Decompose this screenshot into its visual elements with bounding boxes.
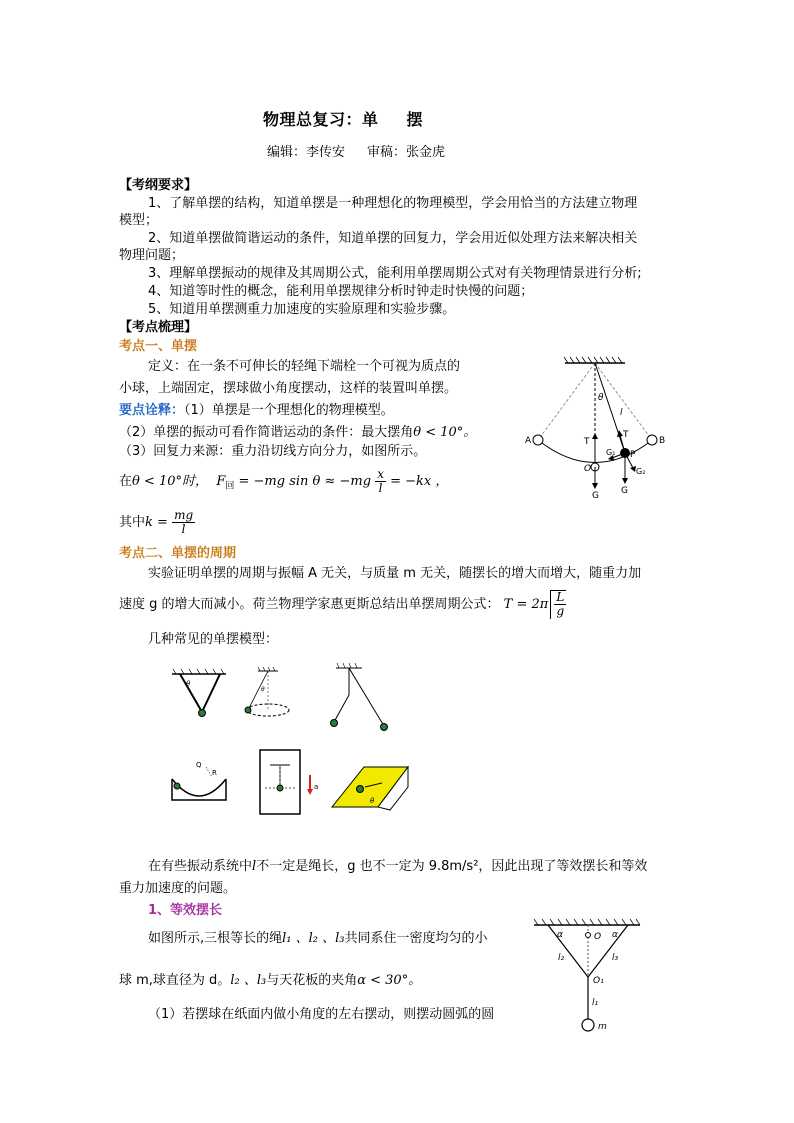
svg-text:θ: θ — [261, 686, 265, 693]
model-conical-pendulum — [240, 665, 295, 725]
restoring-force-formula: 在θ < 10°时， $F_回 = -mg$ sin θ ≈ −mg $\frac{x}{l}$ = −kx ， — [119, 467, 449, 495]
svg-text:α: α — [612, 930, 618, 940]
sub1-line1: 如图所示,三根等长的绳l₁ 、l₂ 、l₃共同系住一密度均匀的小 — [148, 931, 488, 946]
req-item-3: 3、理解单摆振动的规律及其周期公式，能利用单摆周期公式对有关物理情景进行分析; — [148, 266, 642, 281]
svg-text:θ: θ — [598, 393, 604, 403]
req-item-2: 2、知道单摆做简谐运动的条件，知道单摆的回复力，学会用近似处理方法来解决相关 — [148, 231, 638, 246]
sub1-question1: （1）若摆球在纸面内做小角度的左右摆动，则摆动圆弧的圆 — [148, 1007, 495, 1022]
model-compound-pendulum — [322, 660, 392, 735]
svg-text:O: O — [594, 932, 602, 942]
svg-text:G₂: G₂ — [636, 467, 646, 476]
svg-text:G₁: G₁ — [606, 448, 616, 457]
k-formula: 其中k = $\frac{mg}{l}$ — [119, 508, 194, 536]
key-label: 要点诠释： — [119, 403, 185, 418]
pendulum-diagram — [520, 355, 680, 500]
svg-text:l₁: l₁ — [592, 998, 599, 1008]
req-item-5: 5、知道用单摆测重力加速度的实验原理和实验步骤。 — [148, 302, 456, 317]
key-point-2: （2）单摆的振动可看作简谐运动的条件：最大摆角θ < 10°。 — [119, 425, 477, 440]
svg-text:l₂: l₂ — [558, 953, 565, 963]
point2-title: 考点二、单摆的周期 — [119, 546, 237, 561]
reviewer: 审稿：张金虎 — [367, 145, 446, 160]
svg-text:P: P — [630, 450, 636, 460]
key-point-1: 要点诠释：（1）单摆是一个理想化的物理模型。 — [119, 403, 394, 418]
period-line2: 速度 g 的增大而减小。荷兰物理学家惠更斯总结出单摆周期公式： T = 2π $\frac{L}{g}$ — [119, 590, 565, 618]
svg-text:A: A — [525, 436, 532, 446]
svg-text:G: G — [621, 486, 628, 496]
svg-text:R: R — [212, 769, 217, 777]
svg-text:T: T — [584, 437, 590, 447]
review-header: 【考点梳理】 — [119, 320, 198, 335]
svg-text:O: O — [584, 464, 592, 474]
sub1-title: 1、等效摆长 — [148, 903, 223, 918]
model-v-pendulum — [168, 668, 228, 723]
three-string-diagram — [528, 915, 648, 1040]
definition-line2: 小球，上端固定，摆球做小角度摆动，这样的装置叫单摆。 — [119, 381, 458, 396]
svg-text:θ: θ — [370, 797, 375, 805]
svg-text:a: a — [314, 783, 319, 791]
svg-text:G: G — [592, 491, 599, 500]
svg-text:O₁: O₁ — [593, 976, 604, 986]
authors — [267, 141, 445, 160]
editor: 编辑：李传安 — [267, 145, 346, 160]
req-item-1: 1、了解单摆的结构，知道单摆是一种理想化的物理模型，学会用恰当的方法建立物理 — [148, 196, 638, 211]
requirements-header: 【考纲要求】 — [119, 178, 198, 193]
svg-text:m: m — [598, 1022, 607, 1032]
period-line1: 实验证明单摆的周期与振幅 A 无关，与质量 m 无关，随摆长的增大而增大，随重力加 — [148, 566, 642, 581]
svg-text:Q: Q — [196, 761, 202, 769]
point1-title: 考点一、单摆 — [119, 339, 198, 354]
definition-line1: 定义：在一条不可伸长的轻绳下端栓一个可视为质点的 — [148, 359, 461, 374]
model-accelerating-box — [257, 747, 323, 819]
svg-text:l₃: l₃ — [612, 953, 619, 963]
svg-text:α: α — [557, 930, 563, 940]
page-title: 物理总复习：单 摆 — [263, 110, 424, 129]
svg-text:l: l — [620, 408, 623, 418]
req-item-1-cont: 模型； — [119, 213, 159, 228]
sub1-line2: 球 m,球直径为 d。l₂ 、l₃与天花板的夹角α < 30°。 — [119, 973, 422, 988]
models-intro: 几种常见的单摆模型： — [148, 632, 279, 647]
model-bowl — [168, 755, 230, 805]
svg-text:T: T — [623, 430, 629, 440]
equiv-line2: 重力加速度的问题。 — [119, 881, 237, 896]
req-item-4: 4、知道等时性的概念，能利用单摆规律分析时钟走时快慢的问题； — [148, 284, 534, 299]
equiv-line1: 在有些振动系统中l不一定是绳长，g 也不一定为 9.8m/s²，因此出现了等效摆长和等效 — [148, 859, 648, 874]
req-item-2-cont: 物理问题； — [119, 248, 185, 263]
model-inclined-plane — [330, 755, 415, 815]
svg-text:B: B — [659, 436, 666, 446]
key-point-3: （3）回复力来源：重力沿切线方向分力，如图所示。 — [119, 444, 427, 459]
svg-text:θ: θ — [186, 680, 191, 688]
